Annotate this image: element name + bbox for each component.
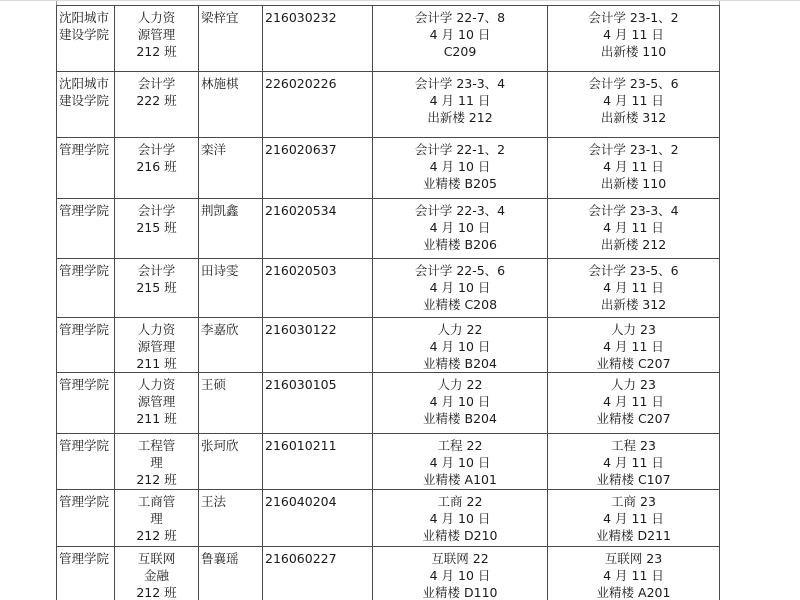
table-row [57, 373, 720, 434]
class-cell [115, 138, 199, 199]
exam-22-course: 工程 22 [437, 438, 483, 453]
exam-22-room: 业精楼 B204 [423, 356, 497, 371]
college-text: 沈阳城市建设学院 [59, 76, 110, 108]
exam-22-cell [373, 373, 548, 434]
college-cell [57, 373, 115, 434]
exam-23-room: 业精楼 C207 [596, 356, 671, 371]
student-name: 田诗雯 [201, 263, 239, 278]
exam-23-room: 出新楼 110 [600, 44, 667, 59]
exam-23-cell [548, 547, 720, 600]
exam-22-cell [373, 490, 548, 547]
exam-23-course: 会计学 23-5、6 [588, 76, 679, 91]
exam-23-date: 4 月 11 日 [603, 93, 664, 108]
class-line: 互联网 [137, 551, 176, 566]
exam-23-course: 会计学 23-5、6 [588, 263, 679, 278]
college-cell [57, 259, 115, 318]
class-line: 人力资 [137, 10, 176, 25]
college-cell [57, 547, 115, 600]
college-text: 管理学院 [59, 551, 110, 566]
student-id-cell [263, 138, 373, 199]
exam-23-room: 出新楼 312 [600, 297, 667, 312]
exam-22-cell [373, 434, 548, 490]
college-cell [57, 434, 115, 490]
college-text: 管理学院 [59, 322, 110, 337]
exam-23-cell [548, 434, 720, 490]
class-cell [115, 72, 199, 138]
college-text: 管理学院 [59, 263, 110, 278]
exam-22-cell [373, 138, 548, 199]
class-line: 理 [150, 511, 163, 526]
student-id-cell [263, 318, 373, 373]
student-id: 216030105 [265, 377, 337, 392]
exam-22-date: 4 月 10 日 [429, 27, 491, 42]
exam-23-cell [548, 138, 720, 199]
student-name: 鲁襄瑶 [201, 551, 239, 566]
table-row [57, 6, 720, 72]
student-name: 栾洋 [201, 142, 227, 157]
class-line: 工商管 [137, 494, 176, 509]
class-line: 金融 [143, 568, 169, 583]
table-row [57, 547, 720, 600]
student-id: 216030232 [265, 10, 337, 25]
student-id-cell [263, 6, 373, 72]
exam-23-date: 4 月 11 日 [603, 511, 664, 526]
exam-23-date: 4 月 11 日 [603, 455, 664, 470]
student-id-cell [263, 547, 373, 600]
student-id-cell [263, 490, 373, 547]
exam-22-date: 4 月 10 日 [429, 280, 491, 295]
student-id-cell [263, 72, 373, 138]
college-text: 管理学院 [59, 377, 110, 392]
exam-23-cell [548, 318, 720, 373]
student-name-cell [199, 259, 263, 318]
exam-23-room: 业精楼 A201 [596, 585, 671, 600]
student-name-cell [199, 434, 263, 490]
exam-23-course: 人力 23 [611, 322, 656, 337]
exam-22-course: 会计学 22-3、4 [414, 203, 506, 218]
class-line: 工程管 [137, 438, 176, 453]
exam-22-date: 4 月 10 日 [429, 568, 491, 583]
exam-22-date: 4 月 10 日 [429, 339, 491, 354]
college-text: 沈阳城市建设学院 [59, 10, 110, 42]
exam-23-course: 工商 23 [611, 494, 656, 509]
student-id: 216010211 [265, 438, 337, 453]
exam-22-course: 互联网 22 [431, 551, 489, 566]
student-id-cell [263, 199, 373, 259]
exam-22-date: 4 月 10 日 [429, 455, 491, 470]
college-cell [57, 6, 115, 72]
exam-23-date: 4 月 11 日 [603, 339, 664, 354]
student-name-cell [199, 318, 263, 373]
exam-22-room: 业精楼 D110 [422, 585, 498, 600]
class-line: 211 班 [136, 356, 177, 371]
class-line: 会计学 [137, 263, 176, 278]
class-line: 212 班 [136, 585, 177, 600]
college-cell [57, 72, 115, 138]
class-cell [115, 547, 199, 600]
class-line: 源管理 [137, 27, 176, 42]
exam-23-cell [548, 259, 720, 318]
student-name: 梁梓宜 [201, 10, 239, 25]
class-line: 人力资 [137, 377, 176, 392]
exam-22-room: C209 [443, 44, 477, 59]
exam-22-cell [373, 547, 548, 600]
class-line: 会计学 [137, 142, 176, 157]
exam-23-course: 会计学 23-1、2 [588, 142, 679, 157]
exam-23-course: 人力 23 [611, 377, 656, 392]
exam-22-course: 人力 22 [437, 322, 483, 337]
student-name-cell [199, 199, 263, 259]
exam-22-room: 业精楼 B206 [423, 237, 497, 252]
exam-23-room: 业精楼 D211 [596, 528, 671, 543]
exam-22-room: 出新楼 212 [427, 110, 493, 125]
table-row [57, 199, 720, 259]
class-cell [115, 490, 199, 547]
student-id-cell [263, 259, 373, 318]
exam-23-room: 出新楼 110 [600, 176, 667, 191]
exam-23-room: 业精楼 C107 [596, 472, 671, 487]
student-name: 荆凯鑫 [201, 203, 239, 218]
exam-22-cell [373, 199, 548, 259]
college-text: 管理学院 [59, 203, 110, 218]
student-name: 林施棋 [201, 76, 239, 91]
student-name-cell [199, 547, 263, 600]
exam-23-room: 出新楼 212 [600, 237, 667, 252]
college-cell [57, 490, 115, 547]
exam-23-cell [548, 6, 720, 72]
class-cell [115, 259, 199, 318]
exam-23-course: 会计学 23-1、2 [588, 10, 679, 25]
class-line: 理 [150, 455, 163, 470]
table-row [57, 434, 720, 490]
student-name-cell [199, 72, 263, 138]
student-id: 216020503 [265, 263, 337, 278]
student-id: 216030122 [265, 322, 337, 337]
exam-23-course: 会计学 23-3、4 [588, 203, 679, 218]
student-id-cell [263, 434, 373, 490]
exam-22-room: 业精楼 B205 [423, 176, 497, 191]
class-line: 212 班 [136, 528, 177, 543]
class-line: 人力资 [137, 322, 176, 337]
exam-22-cell [373, 72, 548, 138]
table-row [57, 259, 720, 318]
student-id: 216020534 [265, 203, 337, 218]
student-name-cell [199, 373, 263, 434]
exam-22-date: 4 月 10 日 [429, 220, 491, 235]
college-cell [57, 138, 115, 199]
student-name-cell [199, 490, 263, 547]
exam-22-date: 4 月 10 日 [429, 511, 491, 526]
table-row [57, 138, 720, 199]
exam-23-date: 4 月 11 日 [603, 394, 664, 409]
college-cell [57, 199, 115, 259]
exam-22-course: 会计学 23-3、4 [414, 76, 506, 91]
exam-23-date: 4 月 11 日 [603, 280, 664, 295]
exam-22-cell [373, 318, 548, 373]
class-line: 会计学 [137, 203, 176, 218]
exam-22-cell [373, 259, 548, 318]
exam-23-date: 4 月 11 日 [603, 220, 664, 235]
student-id: 216040204 [265, 494, 337, 509]
student-name-cell [199, 138, 263, 199]
exam-22-room: 业精楼 A101 [423, 472, 497, 487]
exam-23-date: 4 月 11 日 [603, 568, 664, 583]
class-line: 会计学 [137, 76, 176, 91]
exam-roster-table [56, 5, 720, 600]
exam-23-cell [548, 490, 720, 547]
table-row [57, 72, 720, 138]
exam-23-room: 业精楼 C207 [596, 411, 671, 426]
exam-23-cell [548, 373, 720, 434]
student-name: 王硕 [201, 377, 227, 392]
exam-22-date: 4 月 10 日 [429, 159, 491, 174]
class-cell [115, 6, 199, 72]
student-id: 226020226 [265, 76, 337, 91]
exam-22-course: 会计学 22-5、6 [414, 263, 506, 278]
college-text: 管理学院 [59, 438, 110, 453]
college-text: 管理学院 [59, 494, 110, 509]
exam-22-course: 工商 22 [437, 494, 483, 509]
table-row [57, 318, 720, 373]
student-id: 216020637 [265, 142, 337, 157]
exam-22-date: 4 月 10 日 [429, 394, 491, 409]
student-id-cell [263, 373, 373, 434]
class-line: 211 班 [136, 411, 177, 426]
class-cell [115, 373, 199, 434]
student-name-cell [199, 6, 263, 72]
exam-23-room: 出新楼 312 [600, 110, 667, 125]
student-name: 李嘉欣 [201, 322, 239, 337]
class-line: 215 班 [136, 220, 177, 235]
student-name: 张珂欣 [201, 438, 239, 453]
class-cell [115, 199, 199, 259]
class-line: 源管理 [137, 394, 176, 409]
class-line: 215 班 [136, 280, 177, 295]
exam-22-room: 业精楼 C208 [422, 297, 498, 312]
exam-22-date: 4 月 11 日 [429, 93, 491, 108]
exam-23-course: 互联网 23 [604, 551, 663, 566]
class-cell [115, 434, 199, 490]
exam-22-course: 会计学 22-1、2 [414, 142, 506, 157]
class-line: 222 班 [136, 93, 177, 108]
table-row [57, 490, 720, 547]
exam-23-date: 4 月 11 日 [603, 27, 664, 42]
class-cell [115, 318, 199, 373]
exam-22-room: 业精楼 D210 [422, 528, 498, 543]
exam-23-cell [548, 199, 720, 259]
exam-23-course: 工程 23 [611, 438, 656, 453]
student-name: 王法 [201, 494, 227, 509]
college-text: 管理学院 [59, 142, 110, 157]
class-line: 212 班 [136, 44, 177, 59]
exam-22-room: 业精楼 B204 [423, 411, 497, 426]
exam-22-course: 会计学 22-7、8 [414, 10, 506, 25]
page-top-rule [0, 0, 800, 1]
class-line: 212 班 [136, 472, 177, 487]
class-line: 216 班 [136, 159, 177, 174]
college-cell [57, 318, 115, 373]
roster-body [57, 6, 720, 600]
class-line: 源管理 [137, 339, 176, 354]
exam-23-cell [548, 72, 720, 138]
exam-22-course: 人力 22 [437, 377, 483, 392]
exam-23-date: 4 月 11 日 [603, 159, 664, 174]
exam-22-cell [373, 6, 548, 72]
student-id: 216060227 [265, 551, 337, 566]
